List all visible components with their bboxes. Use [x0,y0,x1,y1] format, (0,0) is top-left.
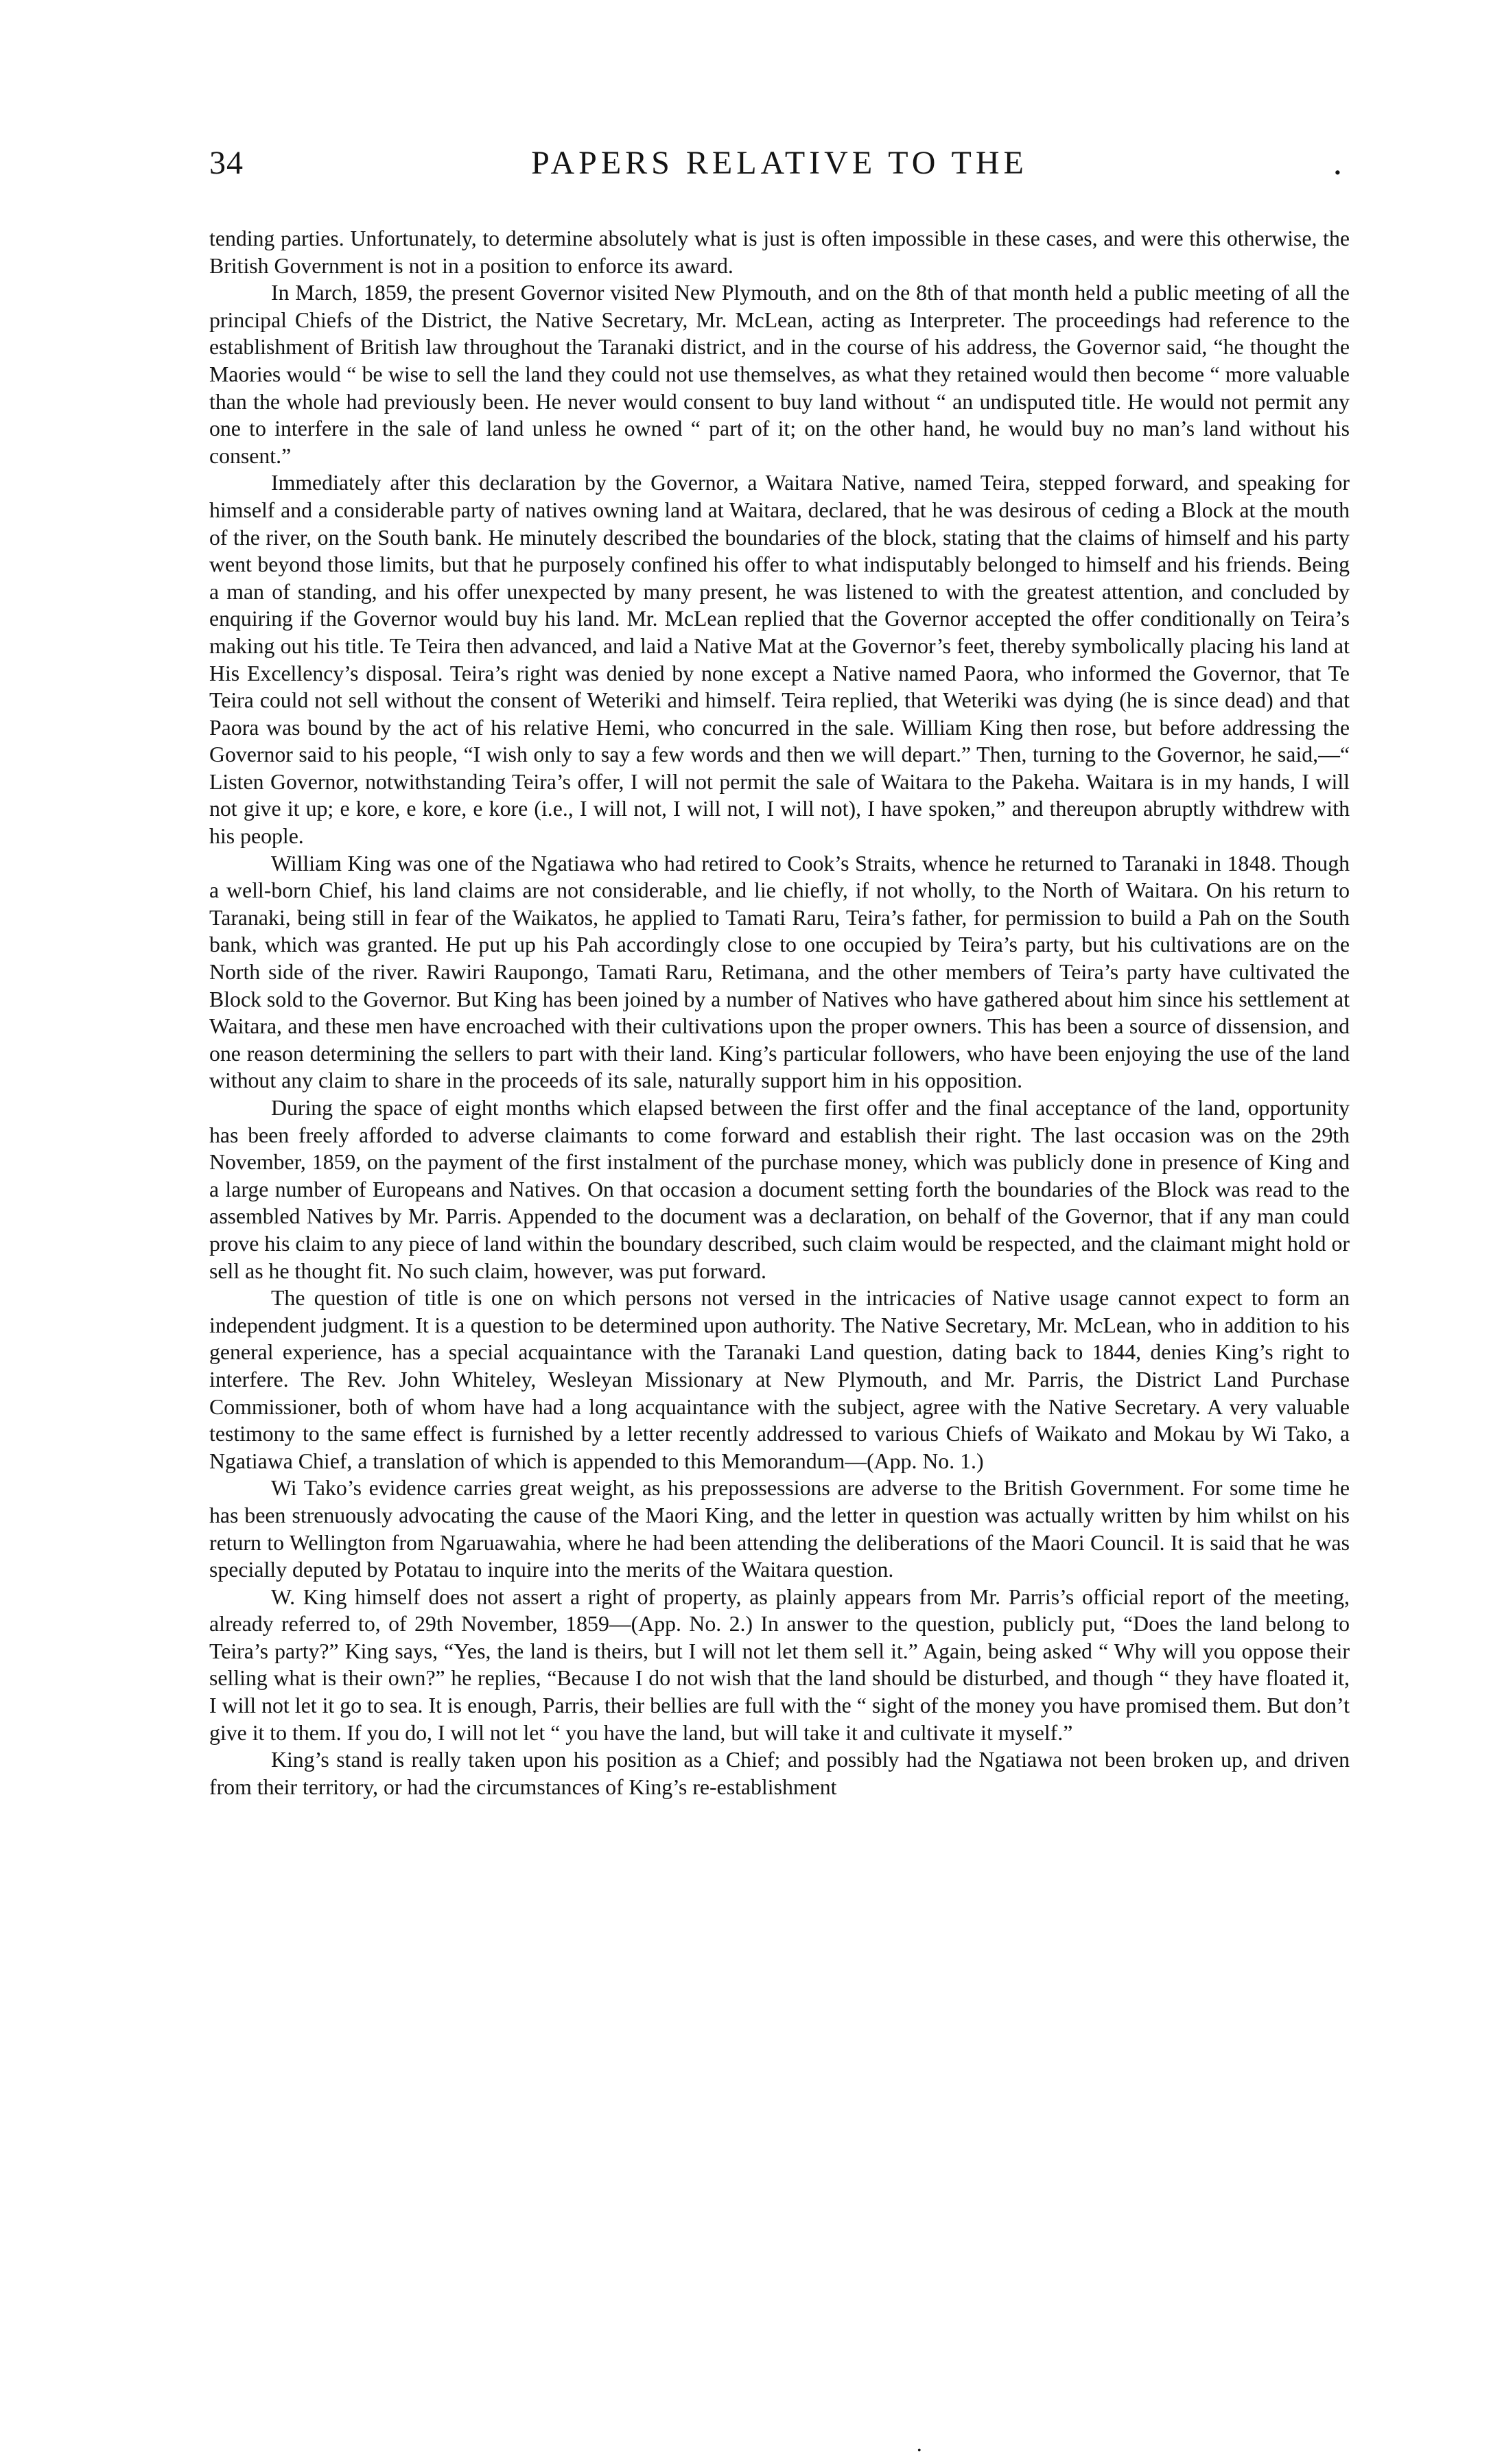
paragraph-continuation: tending parties. Unfortunately, to determine absolutely what is just is often impossible in these cases, and were this otherwise, the British Government is not in a position to enforce its award. [209,226,1350,278]
paragraph: In March, 1859, the present Governor visited New Plymouth, and on the 8th of that month held a public meeting of all the principal Chiefs of the District, the Native Secretary, Mr. McLean, acting as Interpreter. The proceedings had reference to the establishment of British law throughout the Taranaki district, and in the course of his address, the Governor said, “he thought the Maories would “ be wise to sell the land they could not use themselves, as what they retained would then become “ more valuable than the whole had previously been. He never would consent to buy land without “ an undisputed title. He would not permit any one to interfere in the sale of land unless he owned “ part of it; on the other hand, he would buy no man’s land without his consent.” [209,281,1350,468]
header-mark: . [1332,144,1343,183]
paragraph: King’s stand is really taken upon his position as a Chief; and possibly had the Ngatiawa not been broken up, and driven from their territory, or had the circumstances of King’s re-establishment [209,1748,1350,1799]
page-header [209,144,1350,199]
paragraph: During the space of eight months which elapsed between the first offer and the final acceptance of the land, opportunity has been freely afforded to adverse claimants to come forward and establish their right. The last occasion was on the 29th November, 1859, on the payment of the first instalment of the purchase money, which was publicly done in presence of King and a large number of Europeans and Natives. On that occasion a document setting forth the boundaries of the Block was read to the assembled Natives by Mr. Parris. Appended to the document was a declaration, on behalf of the Governor, that if any man could prove his claim to any piece of land within the boundary described, such claim would be respected, and the claimant might hold or sell as he thought fit. No such claim, however, was put forward. [209,1096,1350,1283]
paragraph: W. King himself does not assert a right of property, as plainly appears from Mr. Parris’s official report of the meeting, already referred to, of 29th November, 1859—(App. No. 2.) In answer to the question, publicly put, “Does the land belong to Teira’s party?” King says, “Yes, the land is theirs, but I will not let them sell it.” Again, being asked “ Why will you oppose their selling what is their own?” he replies, “Because I do not wish that the land should be disturbed, and though “ they have floated it, I will not let it go to sea. It is enough, Parris, their bellies are full with the “ sight of the money you have promised them. But don’t give it to them. If you do, I will not let “ you have the land, but will take it and cultivate it myself.” [209,1584,1350,1745]
body-text [209,225,1350,1800]
paragraph: The question of title is one on which persons not versed in the intricacies of Native usage cannot expect to form an independent judgment. It is a question to be determined upon authority. The Native Secretary, Mr. McLean, who in addition to his general experience, has a special acquaintance with the Taranaki Land question, dating back to 1844, denies King’s right to interfere. The Rev. John Whiteley, Wesleyan Missionary at New Plymouth, and Mr. Parris, the District Land Purchase Commissioner, both of whom have had a long acquaintance with the subject, agree with the Native Secretary. A very valuable testimony to the same effect is furnished by a letter recently addressed to various Chiefs of Waikato and Mokau by Wi Tako, a Ngatiawa Chief, a translation of which is appended to this Memorandum—(App. No. 1.) [209,1286,1350,1473]
paragraph: Immediately after this declaration by the Governor, a Waitara Native, named Teira, stepped forward, and speaking for himself and a considerable party of natives owning land at Waitara, declared, that he was desirous of ceding a Block at the mouth of the river, on the South bank. He minutely described the boundaries of the block, stating that the claims of himself and his party went beyond those limits, but that he purposely confined his offer to what indisputably belonged to himself and his friends. Being a man of standing, and his offer unexpected by many present, he was listened to with the greatest attention, and concluded by enquiring if the Governor would buy his land. Mr. McLean replied that the Governor accepted the offer conditionally on Teira’s making out his title. Te Teira then advanced, and laid a Native Mat at the Governor’s feet, thereby symbolically placing his land at His Excellency’s disposal. Teira’s right was denied by none except a Native named Paora, who informed the Governor, that Te Teira could not sell without the consent of Weteriki and himself. Teira replied, that Weteriki was dying (he is since dead) and that Paora was bound by the act of his relative Hemi, who concurred in the sale. William King then rose, but before addressing the Governor said to his people, “I wish only to say a few words and then we will depart.” Then, turning to the Governor, he said,—“ Listen Governor, notwithstanding Teira’s offer, I will not permit the sale of Waitara to the Pakeha. Waitara is in my hands, I will not give it up; e kore, e kore, e kore (i.e., I will not, I will not, I will not), I have spoken,” and thereupon abruptly withdrew with his people. [209,471,1350,849]
page-number: 34 [209,145,244,181]
running-head: PAPERS RELATIVE TO THE [531,145,1028,181]
footer-mark: . [916,2432,923,2456]
paragraph: Wi Tako’s evidence carries great weight, as his prepossessions are adverse to the British Government. For some time he has been strenuously advocating the cause of the Maori King, and the letter in question was actually written by him whilst on his return to Wellington from Ngaruawahia, where he had been attending the deliberations of the Maori Council. It is said that he was specially deputed by Potatau to inquire into the merits of the Waitara question. [209,1476,1350,1582]
paragraph: William King was one of the Ngatiawa who had retired to Cook’s Straits, whence he returned to Taranaki in 1848. Though a well-born Chief, his land claims are not considerable, and lie chiefly, if not wholly, to the North of Waitara. On his return to Taranaki, being still in fear of the Waikatos, he applied to Tamati Raru, Teira’s father, for permission to build a Pah on the South bank, which was granted. He put up his Pah accordingly close to one occupied by Teira’s party, but his cultivations are on the North side of the river. Rawiri Raupongo, Tamati Raru, Retimana, and the other members of Teira’s party have cultivated the Block sold to the Governor. But King has been joined by a number of Natives who have gathered about him since his settlement at Waitara, and these men have encroached with their cultivations upon the proper owners. This has been a source of dissension, and one reason determining the sellers to part with their land. King’s particular followers, who have been enjoying the use of the land without any claim to share in the proceeds of its sale, naturally support him in his opposition. [209,851,1350,1093]
